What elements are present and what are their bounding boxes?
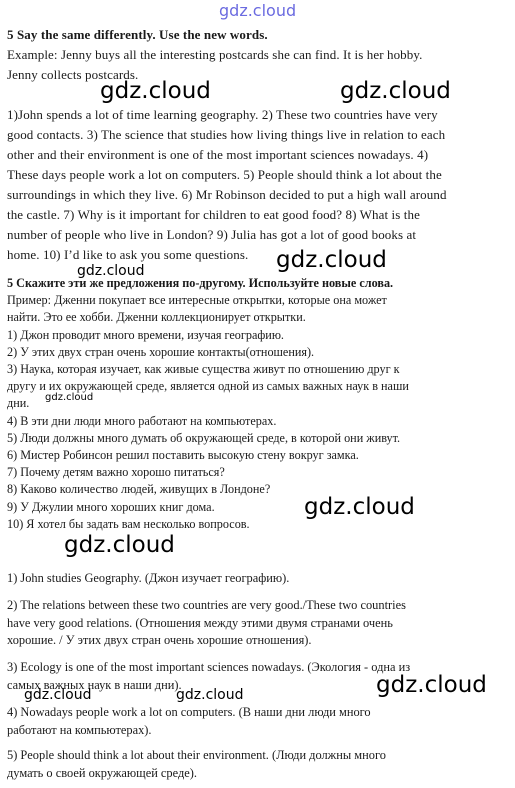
russian-line: 8) Каково количество людей, живущих в Лондоне? (7, 482, 271, 497)
russian-line: дни. (7, 396, 30, 411)
watermark: gdz.cloud (45, 392, 94, 403)
answer-line: 1) John studies Geography. (Джон изучает географию). (7, 571, 290, 585)
russian-line: 2) У этих двух стран очень хорошие контакты(отношения). (7, 344, 315, 359)
answer-line: 5) People should think a lot about their environment. (Люди должны много (7, 748, 386, 762)
russian-line: 6) Мистер Робинсон решил поставить высокую стену вокруг замка. (7, 448, 359, 463)
task-line: These days people work a lot on computers. 5) People should think a lot about the (7, 167, 442, 182)
answer-line: 4) Nowadays people work a lot on computers. (В наши дни люди много (7, 705, 371, 719)
russian-heading: 5 Скажите эти же предложения по-другому. Используйте новые слова. (7, 276, 394, 290)
task-line: good contacts. 3) The science that studies how living things live in relation to each (7, 127, 446, 142)
russian-exercise (7, 275, 507, 533)
watermark: gdz.cloud (376, 672, 487, 698)
watermark: gdz.cloud (77, 263, 145, 279)
watermark-top: gdz.cloud (219, 1, 297, 20)
english-task-sentences (7, 105, 507, 265)
answer-4 (7, 704, 507, 739)
russian-line: Пример: Дженни покупает все интересные открытки, которые она может (7, 293, 387, 308)
task-line: home. 10) I’d like to ask you some questions. (7, 247, 249, 262)
answer-line: have very good relations. (Отношения между этими двумя странами очень (7, 615, 393, 630)
answer-2 (7, 597, 507, 650)
answer-line: хорошие. / У этих двух стран очень хорошие отношения). (7, 633, 312, 647)
watermark: gdz.cloud (176, 687, 244, 703)
russian-line: 3) Наука, которая изучает, как живые существа живут по отношению друг к (7, 362, 400, 377)
answer-5 (7, 747, 507, 782)
answer-1 (7, 570, 507, 588)
watermark: gdz.cloud (276, 247, 387, 273)
watermark: gdz.cloud (304, 494, 415, 520)
example-line: Example: Jenny buys all the interesting postcards she can find. It is her hobby. (7, 47, 423, 62)
task-line: the castle. 7) Why is it important for children to eat good food? 8) What is the (7, 207, 420, 222)
answer-line: самых важных наук в наши дни). (7, 677, 182, 692)
example-line: Jenny collects postcards. (7, 67, 139, 82)
answer-line: думать о своей окружающей среде). (7, 765, 197, 780)
answer-line: работают на компьютерах). (7, 722, 152, 737)
watermark: gdz.cloud (100, 78, 211, 104)
task-line: surroundings in which they live. 6) Mr Robinson decided to put a high wall around (7, 187, 447, 202)
russian-line: 5) Люди должны много думать об окружающей среде, в которой они живут. (7, 430, 401, 445)
russian-line: 9) У Джулии много хороших книг дома. (7, 499, 215, 514)
russian-line: 10) Я хотел бы задать вам несколько вопросов. (7, 516, 250, 531)
answer-line: 2) The relations between these two countries are very good./These two countries (7, 598, 406, 612)
english-exercise (7, 25, 507, 85)
task-line: 1)John spends a lot of time learning geography. 2) These two countries have very (7, 107, 438, 122)
watermark: gdz.cloud (64, 532, 175, 558)
russian-line: 1) Джон проводит много времени, изучая географию. (7, 327, 284, 342)
answer-line: 3) Ecology is one of the most important sciences nowadays. (Экология - одна из (7, 660, 411, 674)
russian-line: 7) Почему детям важно хорошо питаться? (7, 465, 225, 480)
watermark: gdz.cloud (340, 78, 451, 104)
task-line: number of people who live in London? 9) Julia has got a lot of good books at (7, 227, 417, 242)
english-heading: 5 Say the same differently. Use the new words. (7, 27, 268, 42)
task-line: other and their environment is one of the most important sciences nowadays. 4) (7, 147, 429, 162)
russian-line: найти. Это ее хобби. Дженни коллекционирует открытки. (7, 310, 306, 325)
russian-line: 4) В эти дни люди много работают на компьютерах. (7, 413, 277, 428)
russian-line: другу и их окружающей среде, является одной из самых важных наук в наши (7, 379, 409, 394)
watermark: gdz.cloud (24, 687, 92, 703)
